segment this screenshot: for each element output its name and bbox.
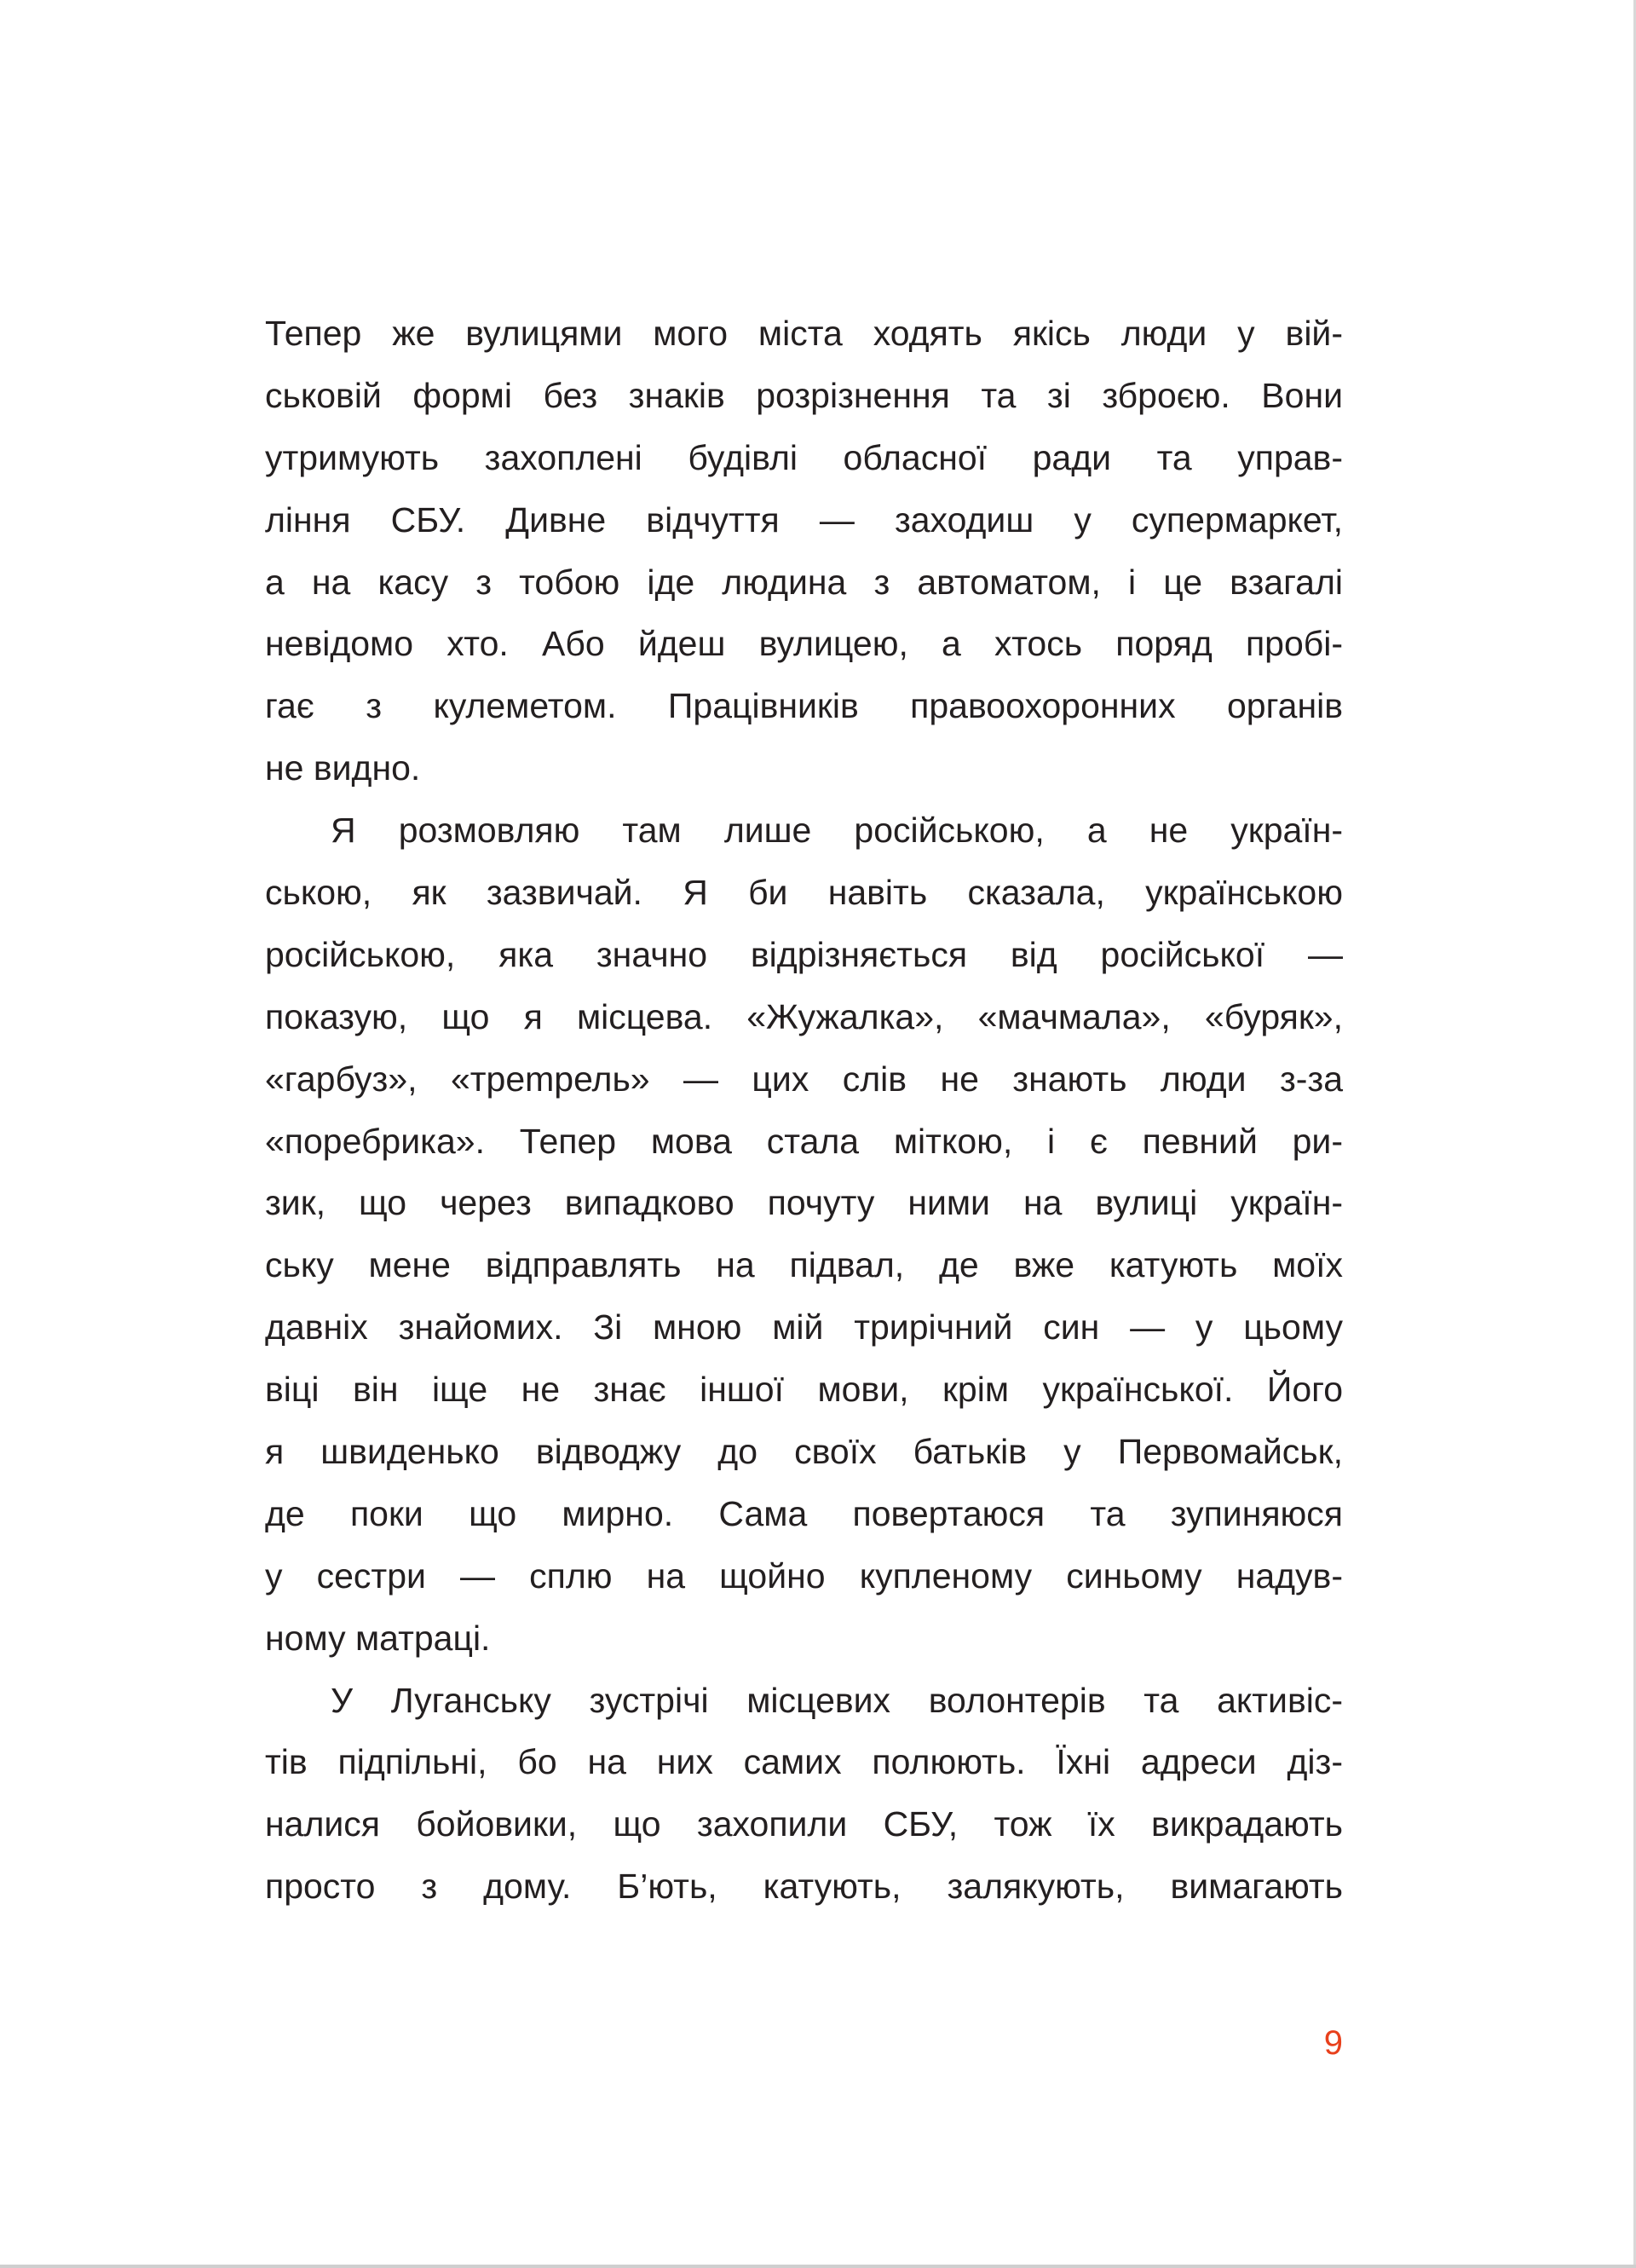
text-line: «гарбуз», «трempель» — цих слів не знають люди з-за [265,1059,1343,1099]
text-line: ному матраці. [265,1618,491,1658]
text-line: де поки що мирно. Сама повертаюся та зупиняюся [265,1493,1343,1533]
text-line: налися бойовики, що захопили СБУ, тож їх викрадають [265,1804,1343,1844]
text-line: показую, що я місцева. «Жужалка», «мачмала», «буряк», [265,996,1343,1036]
text-line: у сестри — сплю на щойно купленому синьому надув- [265,1555,1343,1596]
text-line: я швиденько відводжу до своїх батьків у Первомайськ, [265,1432,1343,1472]
text-line: а на касу з тобою іде людина з автоматом, і це взагалі [265,562,1343,602]
text-line: віці він іще не знає іншої мови, крім української. Його [265,1370,1343,1410]
text-line: російською, яка значно відрізняється від російської — [265,934,1343,974]
text-line: не видно. [265,748,421,788]
text-line: Тепер же вулицями мого міста ходять якісь люди у вій- [265,314,1343,353]
text-line: давніх знайомих. Зі мною мій трирічний син — у цьому [265,1307,1343,1348]
text-line: утримують захоплені будівлі обласної ради та управ- [265,437,1343,477]
text-line: Я розмовляю там лише російською, а не україн- [331,811,1343,851]
text-line: тів підпільні, бо на них самих полюють. Їхні адреси діз- [265,1742,1343,1782]
text-line: зик, що через випадково почуту ними на вулиці україн- [265,1183,1343,1223]
page-edge-bottom [0,2265,1636,2268]
body-text [265,309,1343,1924]
page-number: 9 [1323,2024,1343,2062]
text-line: гає з кулеметом. Працівників правоохоронних органів [265,686,1343,726]
text-line: просто з дому. Б’ють, катують, залякують, вимагають [265,1867,1343,1907]
text-line: ською, як зазвичай. Я би навіть сказала, українською [265,873,1343,913]
text-line: У Луганську зустрічі місцевих волонтерів та активіс- [331,1680,1343,1720]
text-line: невідомо хто. Або йдеш вулицею, а хтось поряд пробі- [265,624,1343,664]
text-line: ськовій формі без знаків розрізнення та зі зброєю. Вони [265,375,1343,415]
text-line: «поребрика». Тепер мова стала міткою, і є певний ри- [265,1121,1343,1161]
text-line: ління СБУ. Дивне відчуття — заходиш у супермаркет, [265,499,1343,540]
text-line: ську мене відправлять на підвал, де вже катують моїх [265,1245,1343,1285]
